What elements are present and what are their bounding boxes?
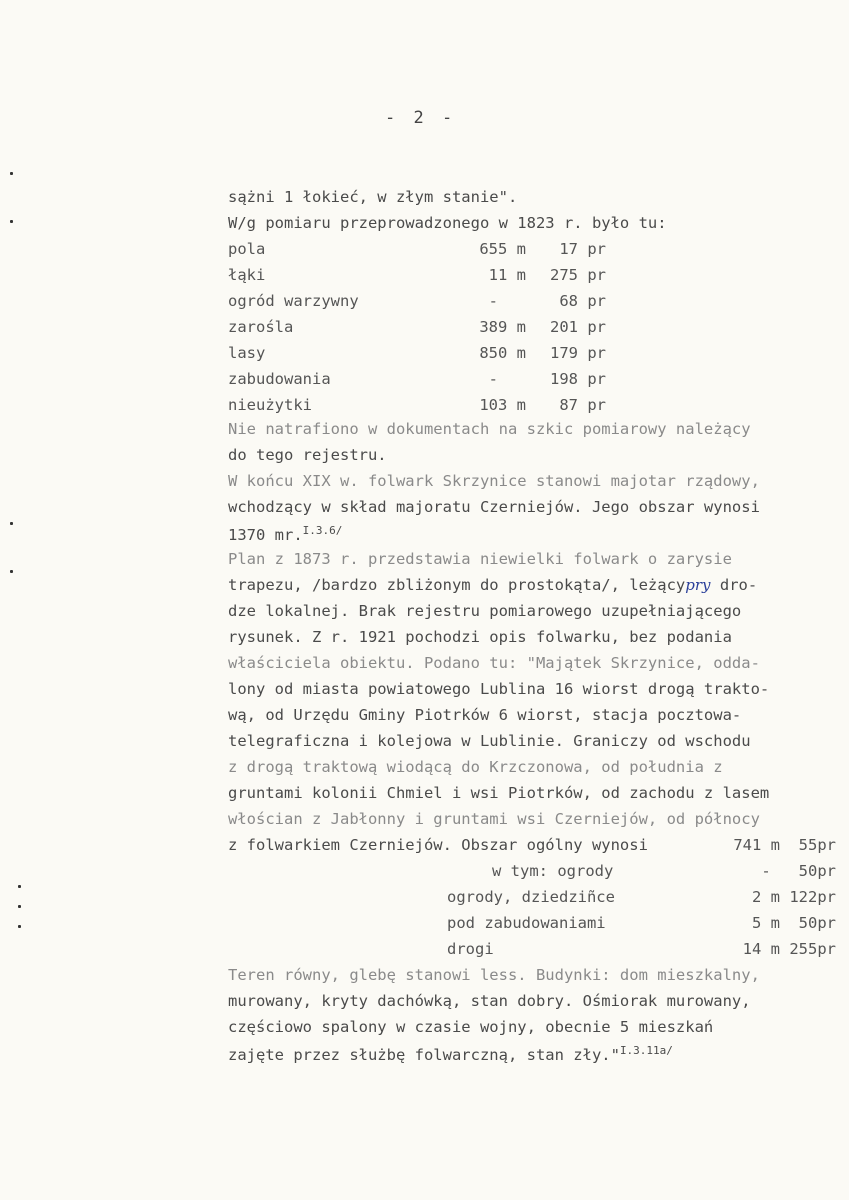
survey-m: - xyxy=(488,292,498,310)
survey-pr: 179 pr xyxy=(550,344,606,362)
text-line: murowany, kryty dachówką, stan dobry. Ośmiorak murowany, xyxy=(228,992,751,1010)
survey-name: nieużytki xyxy=(228,396,312,414)
text-line: z folwarkiem Czerniejów. Obszar ogólny wynosi xyxy=(228,836,648,854)
text-line: włościan z Jabłonny i gruntami wsi Czerniejów, od północy xyxy=(228,810,760,828)
text-line: Plan z 1873 r. przedstawia niewielki folwark o zarysie xyxy=(228,550,732,568)
margin-mark xyxy=(18,925,21,928)
survey-pr: 275 pr xyxy=(550,266,606,284)
footnote-ref: I.3.11a/ xyxy=(619,1044,673,1057)
survey-pr: 201 pr xyxy=(550,318,606,336)
area-value: 14 m 255pr xyxy=(742,940,836,958)
page-number: - 2 - xyxy=(385,108,457,128)
survey-name: zabudowania xyxy=(228,370,331,388)
text-line: rysunek. Z r. 1921 pochodzi opis folwarku, bez podania xyxy=(228,628,732,646)
survey-m: 11 m xyxy=(488,266,526,284)
text-line: zajęte przez służbę folwarczną, stan zły."$^{I.3.11a/}$ xyxy=(228,1044,673,1065)
text-line: 1370 mr.$^{I.3.6/}$ xyxy=(228,524,343,545)
footnote-ref: I.3.6/ xyxy=(302,524,343,537)
text-line: trapezu, /bardzo zbliżonym do prostokąta/, leżącypry dro- xyxy=(228,576,758,594)
survey-name: zarośla xyxy=(228,318,294,336)
text-line: sążni 1 łokieć, w złym stanie". xyxy=(228,188,518,206)
text-line: częściowo spalony w czasie wojny, obecnie 5 mieszkań xyxy=(228,1018,714,1036)
text-line: dze lokalnej. Brak rejestru pomiarowego uzupełniającego xyxy=(228,602,742,620)
area-name: drogi xyxy=(447,940,494,958)
margin-mark xyxy=(18,885,21,888)
text-line: telegraficzna i kolejowa w Lublinie. Graniczy od wschodu xyxy=(228,732,751,750)
area-total: 741 m 55pr xyxy=(733,836,836,854)
survey-m: 103 m xyxy=(479,396,526,414)
text-line: z drogą traktową wiodącą do Krzczonowa, od południa z xyxy=(228,758,723,776)
survey-m: 850 m xyxy=(479,344,526,362)
survey-pr: 17 pr xyxy=(559,240,606,258)
text-line: do tego rejestru. xyxy=(228,446,387,464)
survey-m: 655 m xyxy=(479,240,526,258)
survey-pr: 68 pr xyxy=(559,292,606,310)
survey-pr: 198 pr xyxy=(550,370,606,388)
area-value: 2 m 122pr xyxy=(752,888,836,906)
text-line: Nie natrafiono w dokumentach na szkic pomiarowy należący xyxy=(228,420,751,438)
area-value: 5 m 50pr xyxy=(752,914,836,932)
handwritten-correction: pry xyxy=(685,576,711,594)
text-line: gruntami kolonii Chmiel i wsi Piotrków, od zachodu z lasem xyxy=(228,784,770,802)
margin-mark xyxy=(10,570,13,573)
text-line: lony od miasta powiatowego Lublina 16 wiorst drogą trakto- xyxy=(228,680,770,698)
margin-mark xyxy=(18,905,21,908)
survey-m: 389 m xyxy=(479,318,526,336)
area-name: w tym: ogrody xyxy=(492,862,614,880)
text-line: W/g pomiaru przeprowadzonego w 1823 r. było tu: xyxy=(228,214,667,232)
text-line: wchodzący w skład majoratu Czerniejów. Jego obszar wynosi xyxy=(228,498,760,516)
text-line: właściciela obiektu. Podano tu: "Majątek Skrzynice, odda- xyxy=(228,654,760,672)
area-value: - 50pr xyxy=(761,862,836,880)
area-name: ogrody, dziedziñce xyxy=(447,888,615,906)
text-line: W końcu XIX w. folwark Skrzynice stanowi majotar rządowy, xyxy=(228,472,760,490)
margin-mark xyxy=(10,172,13,175)
survey-name: pola xyxy=(228,240,266,258)
text-line: wą, od Urzędu Gminy Piotrków 6 wiorst, stacja pocztowa- xyxy=(228,706,742,724)
survey-pr: 87 pr xyxy=(559,396,606,414)
survey-name: ogród warzywny xyxy=(228,292,359,310)
area-name: pod zabudowaniami xyxy=(447,914,606,932)
survey-name: łąki xyxy=(228,266,266,284)
survey-m: - xyxy=(488,370,498,388)
text-line: Teren równy, glebę stanowi less. Budynki: dom mieszkalny, xyxy=(228,966,760,984)
margin-mark xyxy=(10,220,13,223)
survey-name: lasy xyxy=(228,344,266,362)
margin-mark xyxy=(10,522,13,525)
